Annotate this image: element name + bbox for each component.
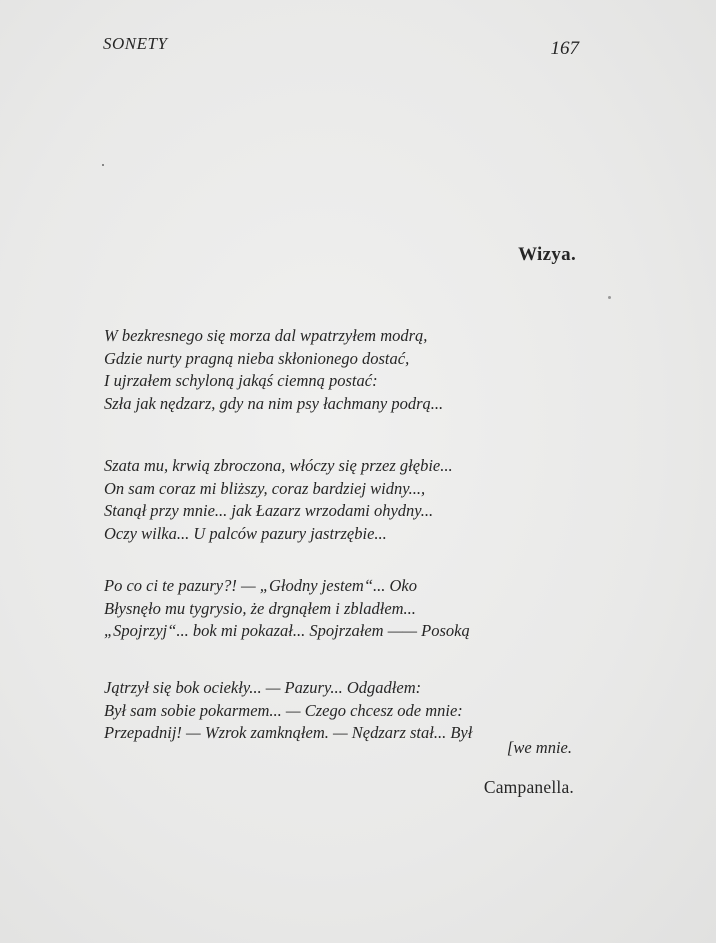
running-head: SONETY [103, 34, 168, 53]
poem-line: On sam coraz mi bliższy, coraz bardziej widny..., [104, 478, 426, 498]
poem-line: I ujrzałem schyloną jakąś ciemną postać: [104, 371, 378, 390]
poem-line: Oczy wilka... U palców pazury jastrzębie... [104, 523, 387, 543]
poem-line: Jątrzył się bok ociekły... — Pazury... Odgadłem: [104, 678, 422, 697]
stanza-3 [104, 575, 584, 643]
page-number: 167 [550, 38, 579, 59]
stanza-4 [104, 677, 584, 745]
stanza-1 [104, 325, 584, 415]
stanza-2 [104, 455, 584, 545]
poem-line: Stanął przy mnie... jak Łazarz wrzodami ohydny... [104, 501, 434, 520]
poem-line: Przepadnij! — Wzrok zamknąłem. — Nędzarz stał... Był [104, 723, 473, 742]
line-continuation: [we mnie. [506, 738, 572, 757]
poem-line: Był sam sobie pokarmem... — Czego chcesz ode mnie: [104, 700, 463, 720]
poem-line: Szła jak nędzarz, gdy na nim psy łachmany podrą... [104, 393, 444, 413]
poem-line: Gdzie nurty pragną nieba skłonionego dostać, [104, 348, 410, 368]
ink-speck [608, 296, 611, 299]
poem-line: Błysnęło mu tygrysio, że drgnąłem i zbladłem... [104, 598, 416, 618]
poem-line: Szata mu, krwią zbroczona, włóczy się przez głębie... [104, 456, 453, 475]
poem-line: „Spojrzyj“... bok mi pokazał... Spojrzałem —— Posoką [104, 621, 470, 640]
ink-speck [102, 164, 104, 166]
bleed-through-mark [103, 290, 583, 296]
poem-line: Po co ci te pazury?! — „Głodny jestem“... Oko [104, 576, 417, 595]
poem-title: Wizya. [518, 244, 576, 265]
poem-line: W bezkresnego się morza dal wpatrzyłem modrą, [104, 326, 428, 345]
poem-author: Campanella. [483, 777, 574, 797]
